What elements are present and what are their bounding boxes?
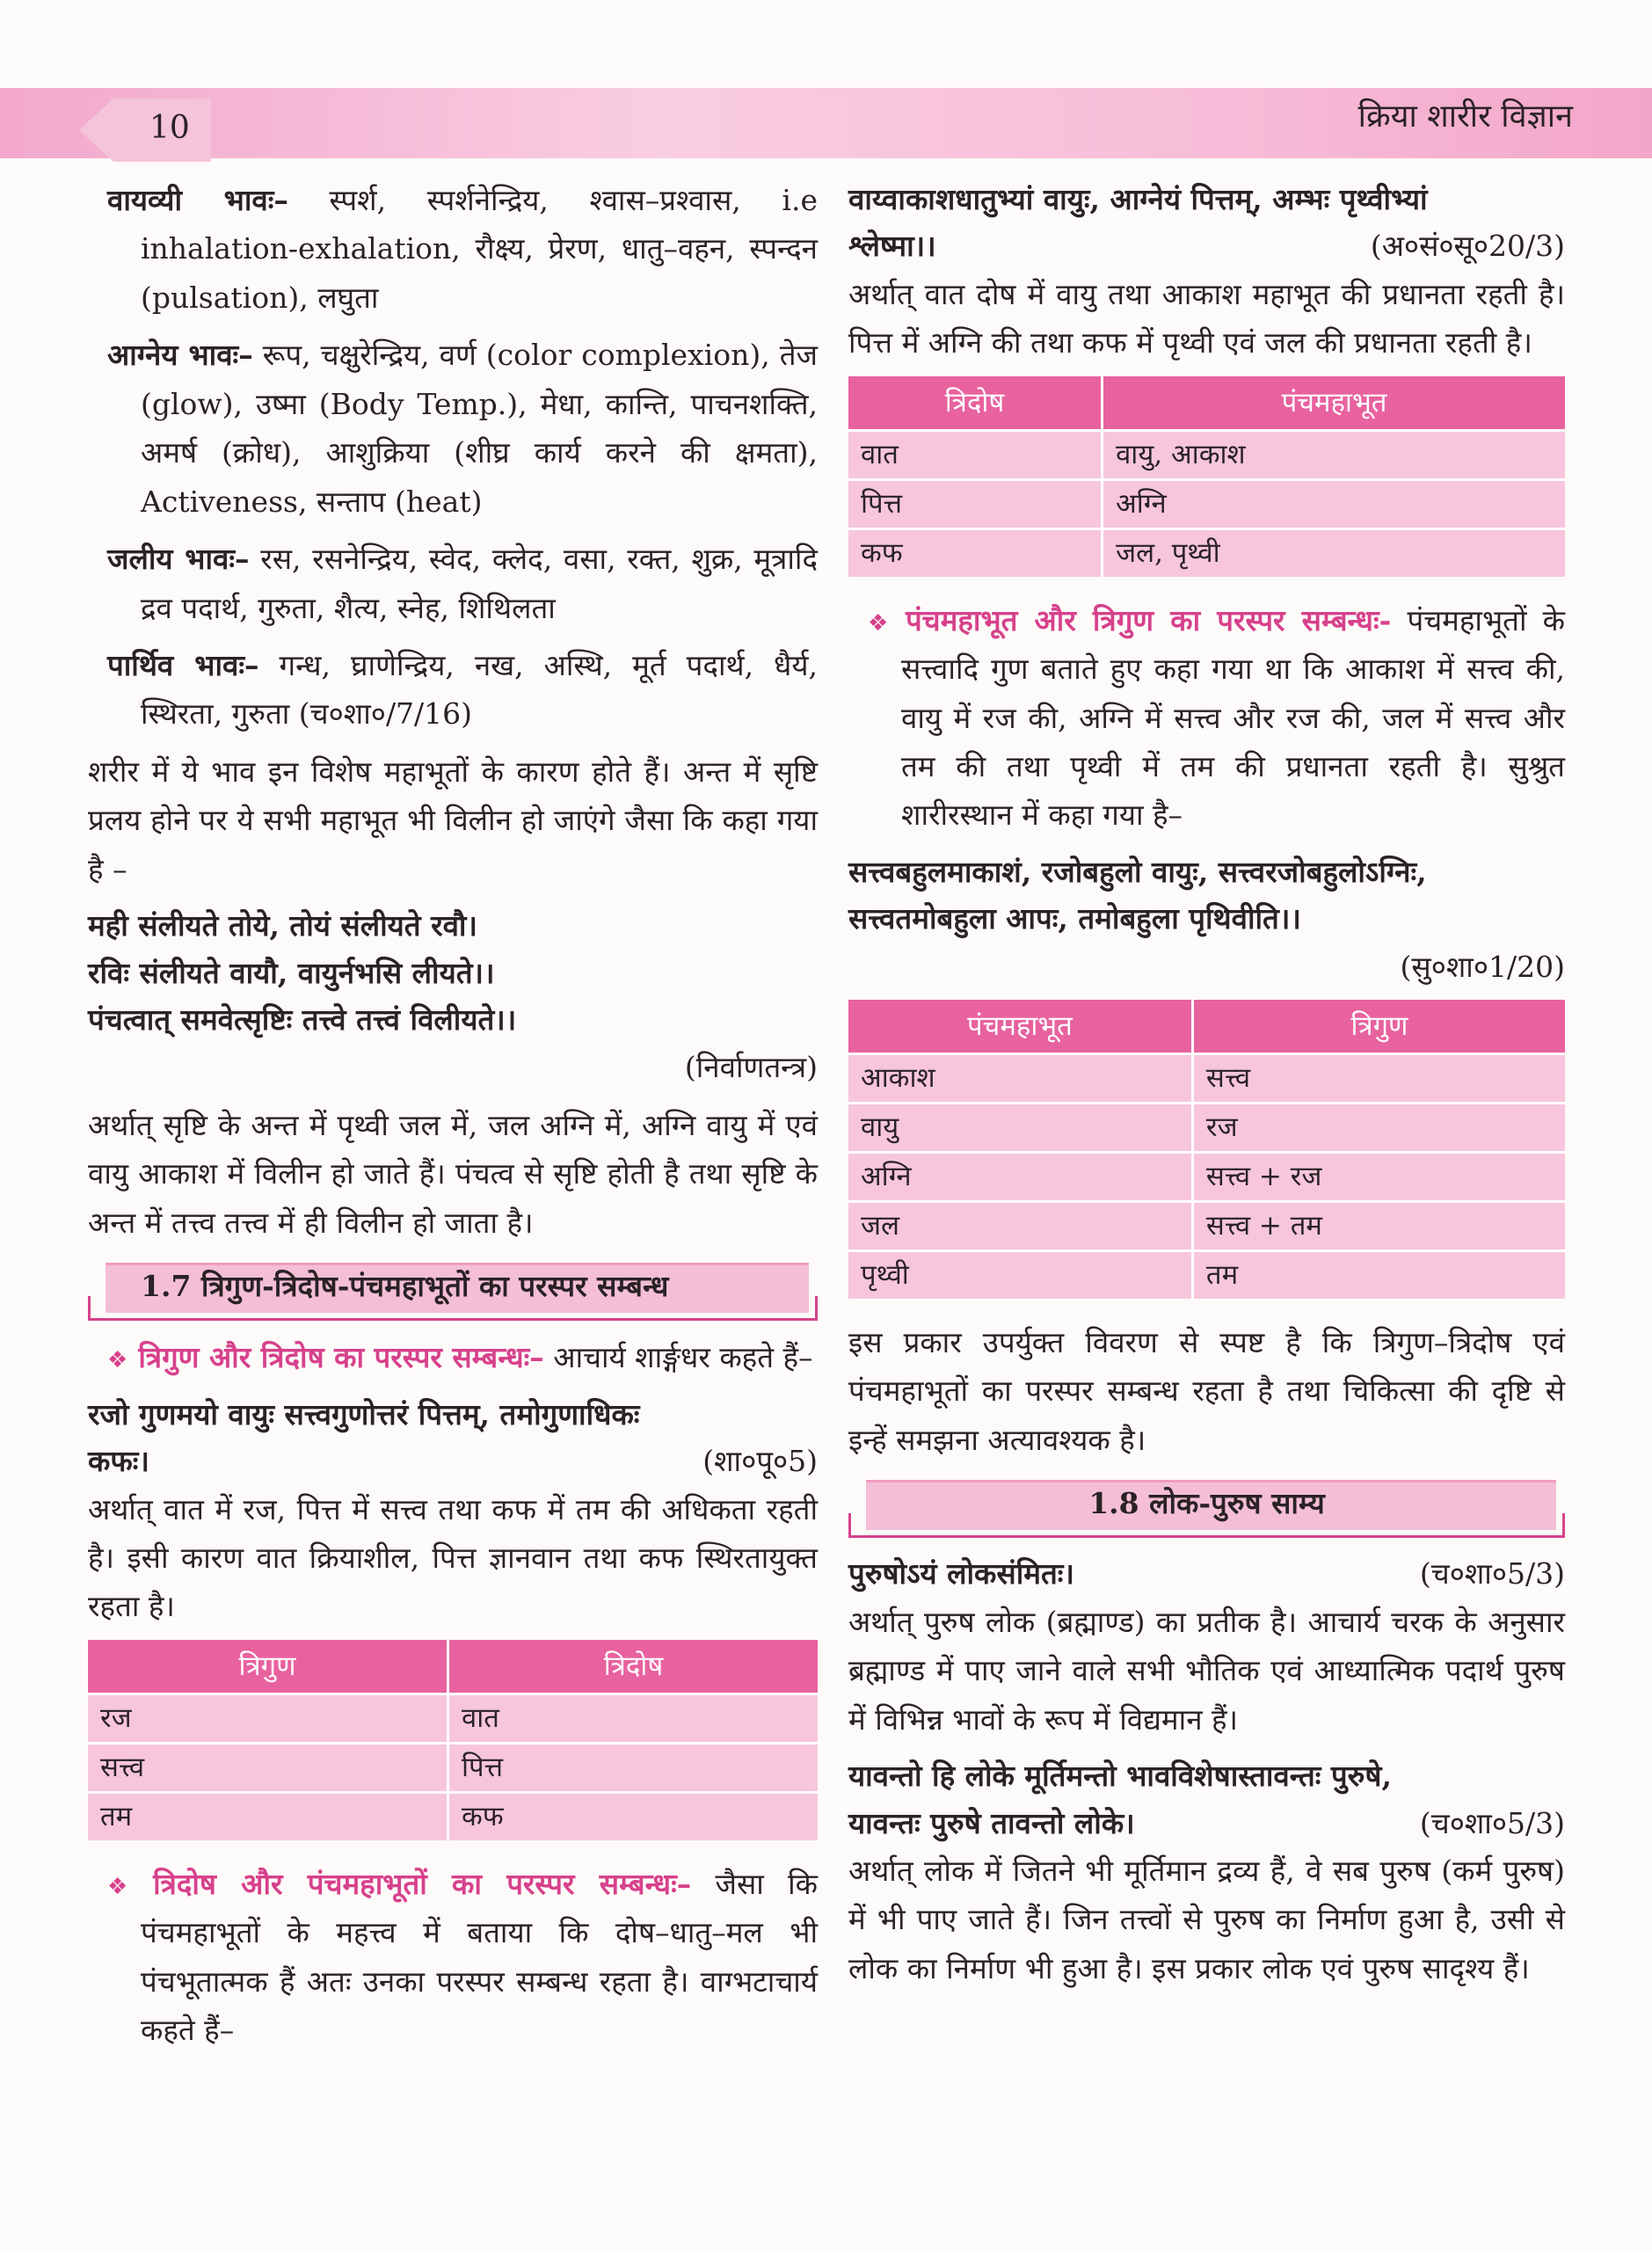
vayavya-heading: वायव्यी भावः– <box>107 183 288 217</box>
table-header: पंचमहाभूत <box>848 1000 1192 1054</box>
table-row <box>848 1153 1565 1202</box>
book-title: क्रिया शारीर विज्ञान <box>1357 98 1573 135</box>
verse-line: सत्त्वतमोबहुला आपः, तमोबहुला पृथिवीति।। <box>848 901 1301 936</box>
left-column <box>88 176 818 2064</box>
bullet-text: जैसा कि पंचमहाभूतों के महत्त्व में बताया कि दोष–धातु–मल भी पंचभूतात्मक हैं अतः उनका परस्पर सम्बन्ध रहता है। वाग्भटाचार्य कहते हैं– <box>141 1866 818 2048</box>
parthiva-text: गन्ध, घ्राणेन्द्रिय, नख, अस्थि, मूर्त पदार्थ, धैर्य, स्थिरता, गुरुता (च०शा०/7/16) <box>141 647 818 732</box>
table-cell: वायु, आकाश <box>1103 430 1565 479</box>
diamond-bullet-icon: ❖ <box>868 609 895 637</box>
table-cell: सत्त्व + रज <box>1192 1153 1565 1202</box>
verse-reference: (अ०सं०सू०20/3) <box>1370 229 1565 264</box>
table-row <box>848 1104 1565 1153</box>
table-row <box>848 430 1565 479</box>
bullet-text: आचार्य शार्ङ्गधर कहते हैं– <box>553 1340 813 1375</box>
diamond-bullet-icon: ❖ <box>107 1347 128 1374</box>
table-panchamahabhuta-triguna <box>848 1000 1565 1299</box>
section-underline <box>88 1318 818 1321</box>
table-cell: रज <box>88 1694 448 1743</box>
verse-line-with-ref <box>848 1800 1565 1847</box>
table-cell: वायु <box>848 1104 1192 1153</box>
bullet-panchamahabhuta-triguna <box>848 596 1565 840</box>
bullet-heading: पंचमहाभूत और त्रिगुण का परस्पर सम्बन्धः- <box>905 602 1392 637</box>
table-cell: तम <box>1192 1251 1565 1299</box>
agneya-paragraph <box>88 331 818 526</box>
section-title: 1.8 लोक-पुरुष साम्य <box>1088 1486 1325 1521</box>
right-column <box>848 176 1565 2001</box>
section-heading-1-8 <box>848 1480 1565 1538</box>
page-number: 10 <box>149 110 190 146</box>
parthiva-heading: पार्थिव भावः– <box>107 647 259 682</box>
verse-reference: (सु०शा०1/20) <box>1400 949 1565 984</box>
verse-line: यावन्तो हि लोके मूर्तिमन्तो भावविशेषास्तावन्तः पुरुषे, <box>848 1759 1392 1794</box>
table-row <box>88 1743 818 1792</box>
vayavya-text: स्पर्श, स्पर्शनेन्द्रिय, श्वास–प्रश्वास, i.e inhalation-exhalation, रौक्ष्य, प्रेरण, धातु–वहन, स्पन्दन (pulsation), लघुता <box>141 183 818 315</box>
bullet-triguna-tridosha <box>88 1333 818 1381</box>
verse-line: वाय्वाकाशधातुभ्यां वायुः, आग्नेयं पित्तम्, अम्भः पृथ्वीभ्यां <box>848 182 1428 216</box>
table-cell: सत्त्व <box>1192 1054 1565 1104</box>
verse-text: यावन्तः पुरुषे तावन्तो लोके। <box>848 1805 1135 1840</box>
table-header: त्रिदोष <box>848 376 1103 431</box>
section-underline <box>848 1535 1565 1538</box>
diamond-bullet-icon: ❖ <box>107 1873 143 1900</box>
table-triguna-tridosha <box>88 1640 818 1840</box>
table-cell: पृथ्वी <box>848 1251 1192 1299</box>
table-cell: वात <box>448 1694 818 1743</box>
table-cell: पित्त <box>448 1743 818 1792</box>
section-tick-right <box>815 1296 818 1321</box>
section-title: 1.7 त्रिगुण-त्रिदोष-पंचमहाभूतों का परस्पर सम्बन्ध <box>141 1269 669 1304</box>
verse-text: श्लेष्मा।। <box>848 229 936 264</box>
table-cell: पित्त <box>848 479 1103 528</box>
table-row <box>848 528 1565 576</box>
agneya-heading: आग्नेय भावः– <box>107 338 253 373</box>
table-cell: सत्त्व <box>88 1743 448 1792</box>
jaliya-paragraph <box>88 535 818 632</box>
table-row <box>88 1792 818 1839</box>
paragraph-srishti: अर्थात् सृष्टि के अन्त में पृथ्वी जल में, जल अग्नि में, अग्नि वायु में एवं वायु आकाश में विलीन हो जाते हैं। पंचत्व से सृष्टि होती है तथा सृष्टि के अन्त में तत्त्व तत्त्व में ही विलीन हो जाता है। <box>88 1107 818 1240</box>
table-cell: आकाश <box>848 1054 1192 1104</box>
bullet-tridosha-panchamahabhuta <box>88 1860 818 2055</box>
table-cell: अग्नि <box>848 1153 1192 1202</box>
table-cell: कफ <box>848 528 1103 576</box>
verse-reference: (निर्वाणतन्त्र) <box>684 1050 818 1085</box>
table-row <box>848 479 1565 528</box>
verse-line-with-ref <box>848 1550 1565 1597</box>
jaliya-heading: जलीय भावः– <box>107 542 250 577</box>
verse-line: सत्त्वबहुलमाकाशं, रजोबहुलो वायुः, सत्त्वरजोबहुलोऽग्निः, <box>848 854 1427 889</box>
jaliya-text: रस, रसनेन्द्रिय, स्वेद, क्लेद, वसा, रक्त, शुक्र, मूत्रादि द्रव पदार्थ, गुरुता, शैत्य, स्नेह, शिथिलता <box>141 542 819 625</box>
paragraph-dosha-mahabhuta: अर्थात् वात दोष में वायु तथा आकाश महाभूत की प्रधानता रहती है। पित्त में अग्नि की तथा कफ में पृथ्वी एवं जल की प्रधानता रहती है। <box>848 276 1565 361</box>
verse-reference: (च०शा०5/3) <box>1419 1556 1565 1592</box>
paragraph-summary: इस प्रकार उपर्युक्त विवरण से स्पष्ट है कि त्रिगुण–त्रिदोष एवं पंचमहाभूतों का परस्पर सम्बन्ध रहता है तथा चिकित्सा की दृष्टि से इन्हें समझना अत्यावश्यक है। <box>848 1324 1565 1457</box>
paragraph-sadrishya: अर्थात् लोक में जितने भी मूर्तिमान द्रव्य हैं, वे सब पुरुष (कर्म पुरुष) में भी पाए जाते हैं। जिन तत्त्वों से पुरुष का निर्माण हुआ है, उसी से लोक का निर्माण भी हुआ है। इस प्रकार लोक एवं पुरुष सादृश्य हैं। <box>848 1853 1565 1985</box>
table-cell: अग्नि <box>1103 479 1565 528</box>
verse-text: पुरुषोऽयं लोकसंमितः। <box>848 1556 1074 1592</box>
table-cell: जल <box>848 1202 1192 1251</box>
parthiva-paragraph <box>88 641 818 739</box>
verse-reference: (शा०पू०5) <box>702 1444 818 1479</box>
bullet-heading: त्रिगुण और त्रिदोष का परस्पर सम्बन्धः– <box>138 1340 544 1375</box>
paragraph-loka-purusha: अर्थात् पुरुष लोक (ब्रह्माण्ड) का प्रतीक है। आचार्य चरक के अनुसार ब्रह्माण्ड में पाए जाने वाले सभी भौतिक एवं आध्यात्मिक पदार्थ पुरुष में विभिन्न भावों के रूप में विद्यमान हैं। <box>848 1604 1565 1737</box>
vayavya-paragraph <box>88 176 818 322</box>
table-cell: तम <box>88 1792 448 1839</box>
table-cell: सत्त्व + तम <box>1192 1202 1565 1251</box>
verse-line: रविः संलीयते वायौ, वायुर्नभसि लीयते।। <box>88 955 495 990</box>
verse-line: रजो गुणमयो वायुः सत्त्वगुणोत्तरं पित्तम्, तमोगुणाधिकः <box>88 1396 640 1431</box>
agneya-text: रूप, चक्षुरेन्द्रिय, वर्ण (color complexion), तेज (glow), उष्मा (Body Temp.), मेधा, कान्ति, पाचनशक्ति, अमर्ष (क्रोध), आशुक्रिया (शीघ्र कार्य करने की क्षमता), Activeness, सन्ताप (heat) <box>141 338 818 519</box>
verse-line-with-ref <box>88 1438 818 1484</box>
table-row <box>848 1202 1565 1251</box>
verse-line-with-ref <box>848 222 1565 269</box>
table-cell: वात <box>848 430 1103 479</box>
table-row <box>88 1694 818 1743</box>
verse-reference: (च०शा०5/3) <box>1419 1805 1565 1840</box>
table-row <box>848 1054 1565 1104</box>
table-header: पंचमहाभूत <box>1103 376 1565 431</box>
verse-line: मही संलीयते तोये, तोयं संलीयते रवौ। <box>88 908 477 943</box>
section-heading-1-7 <box>88 1263 818 1321</box>
table-cell: रज <box>1192 1104 1565 1153</box>
table-tridosha-panchamahabhuta <box>848 376 1565 577</box>
verse-line: पंचत्वात् समवेत्सृष्टिः तत्त्वे तत्त्वं विलीयते।। <box>88 1002 517 1038</box>
table-cell: जल, पृथ्वी <box>1103 528 1565 576</box>
table-header: त्रिगुण <box>88 1640 448 1694</box>
verse-text: कफः। <box>88 1444 149 1479</box>
table-row <box>848 1251 1565 1299</box>
table-header: त्रिगुण <box>1192 1000 1565 1054</box>
bullet-text: पंचमहाभूतों के सत्त्वादि गुण बताते हुए कहा गया था कि आकाश में सत्त्व की, वायु में रज की, अग्नि में सत्त्व और रज की, जल में सत्त्व और तम की तथा पृथ्वी में तम की प्रधानता रहती है। सुश्रुत शारीरस्थान में कहा गया है– <box>901 602 1565 833</box>
bullet-heading: त्रिदोष और पंचमहाभूतों का परस्पर सम्बन्धः– <box>153 1866 692 1901</box>
section-tick-left <box>88 1296 91 1321</box>
table-header: त्रिदोष <box>448 1640 818 1694</box>
paragraph-bhava-summary: शरीर में ये भाव इन विशेष महाभूतों के कारण होते हैं। अन्त में सृष्टि प्रलय होने पर ये सभी महाभूत भी विलीन हो जाएंगे जैसा कि कहा गया है – <box>88 754 818 886</box>
table-cell: कफ <box>448 1792 818 1839</box>
paragraph-vata-pitta-kapha: अर्थात् वात में रज, पित्त में सत्त्व तथा कफ में तम की अधिकता रहती है। इसी कारण वात क्रियाशील, पित्त ज्ञानवान तथा कफ स्थिरतायुक्त रहता है। <box>88 1491 818 1624</box>
